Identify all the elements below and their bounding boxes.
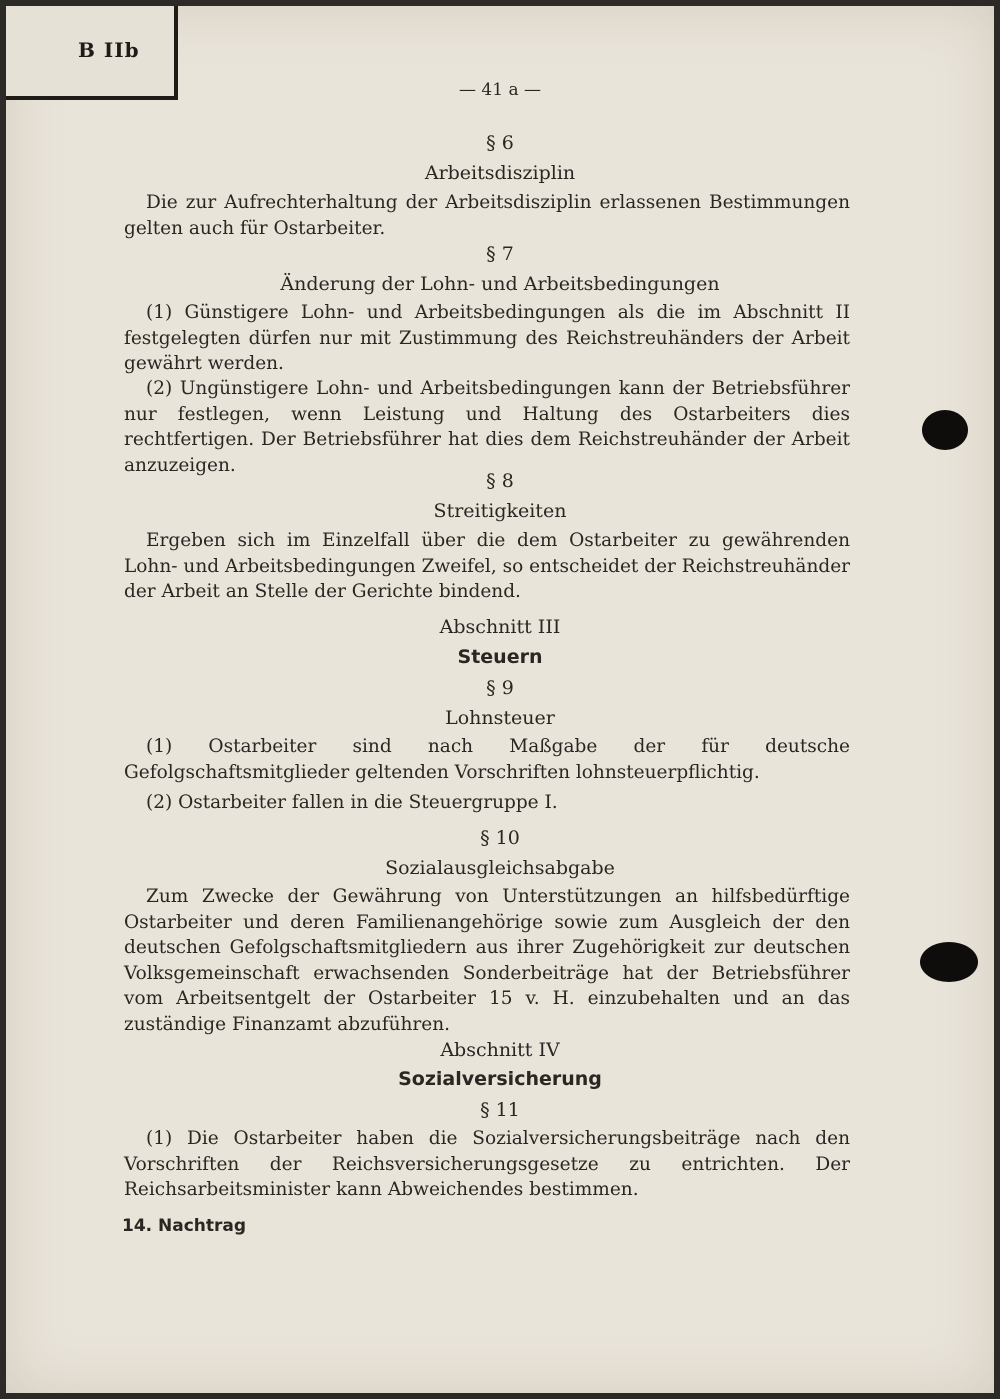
abschnitt-3-label: Abschnitt III: [439, 616, 561, 638]
section-10-text: Zum Zwecke der Gewährung von Unterstützungen an hilfsbedürftige Ostarbeiter und deren Familienangehörige sowie zum Ausgleich der den deutschen Gefolgschaftsmitgliedern aus ihrer Zugehörigkeit zur deutschen Volksgemeinschaft erwachsenden Sonderbeiträge hat der Betriebsführer vom Arbeitsentgelt der Ostarbeiter 15 v. H. einzubehalten und an das zuständige Finanzamt abzuführen.: [124, 886, 850, 1035]
section-8-symbol: § 8: [486, 470, 514, 492]
section-11-symbol: § 11: [480, 1099, 520, 1121]
section-7-paragraph-1: (1) Günstigere Lohn- und Arbeitsbedingungen als die im Abschnitt II festgelegten dürfen nur mit Zustimmung des Reichstreuhänders der Arbeit gewährt werden.: [124, 302, 850, 374]
section-7-title: Änderung der Lohn- und Arbeitsbedingungen: [280, 273, 720, 295]
section-9-paragraph-2: (2) Ostarbeiter fallen in die Steuergruppe I.: [146, 792, 558, 813]
section-8-text: Ergeben sich im Einzelfall über die dem Ostarbeiter zu gewährenden Lohn- und Arbeitsbedingungen Zweifel, so entscheidet der Reichstreuhänder der Arbeit an Stelle der Gerichte bindend.: [124, 530, 850, 602]
section-6-text: Die zur Aufrechterhaltung der Arbeitsdisziplin erlassenen Bestimmungen gelten auch für Ostarbeiter.: [124, 192, 850, 239]
page-number: — 41 a —: [459, 80, 541, 100]
section-9-symbol: § 9: [486, 677, 514, 699]
section-6-title: Arbeitsdisziplin: [424, 162, 576, 184]
section-9-paragraph-1: (1) Ostarbeiter sind nach Maßgabe der für deutsche Gefolgschaftsmitglieder geltenden Vorschriften lohnsteuerpflichtig.: [124, 736, 850, 783]
punch-hole-top: [922, 410, 968, 450]
section-7-symbol: § 7: [486, 243, 514, 265]
punch-hole-bottom: [920, 942, 978, 982]
section-7-paragraph-2: (2) Ungünstigere Lohn- und Arbeitsbedingungen kann der Betriebsführer nur festlegen, wenn Leistung und Haltung des Ostarbeiters dies rechtfertigen. Der Betriebsführer hat dies dem Reichstreuhänder der Arbeit anzuzeigen.: [124, 378, 850, 476]
section-10-title: Sozialausgleichsabgabe: [385, 857, 615, 879]
section-6-symbol: § 6: [486, 132, 514, 154]
abschnitt-4-label: Abschnitt IV: [440, 1039, 560, 1061]
supplement-label: 14. Nachtrag: [122, 1216, 247, 1236]
section-9-title: Lohnsteuer: [445, 707, 555, 729]
abschnitt-3-title: Steuern: [457, 646, 543, 668]
section-badge-label: B IIb: [78, 38, 140, 62]
abschnitt-4-title: Sozialversicherung: [398, 1068, 602, 1090]
section-10-symbol: § 10: [480, 827, 520, 849]
section-11-paragraph-1: (1) Die Ostarbeiter haben die Sozialversicherungsbeiträge nach den Vorschriften der Reichsversicherungsgesetze zu entrichten. Der Reichsarbeitsminister kann Abweichendes bestimmen.: [124, 1128, 850, 1200]
section-8-title: Streitigkeiten: [433, 500, 567, 522]
